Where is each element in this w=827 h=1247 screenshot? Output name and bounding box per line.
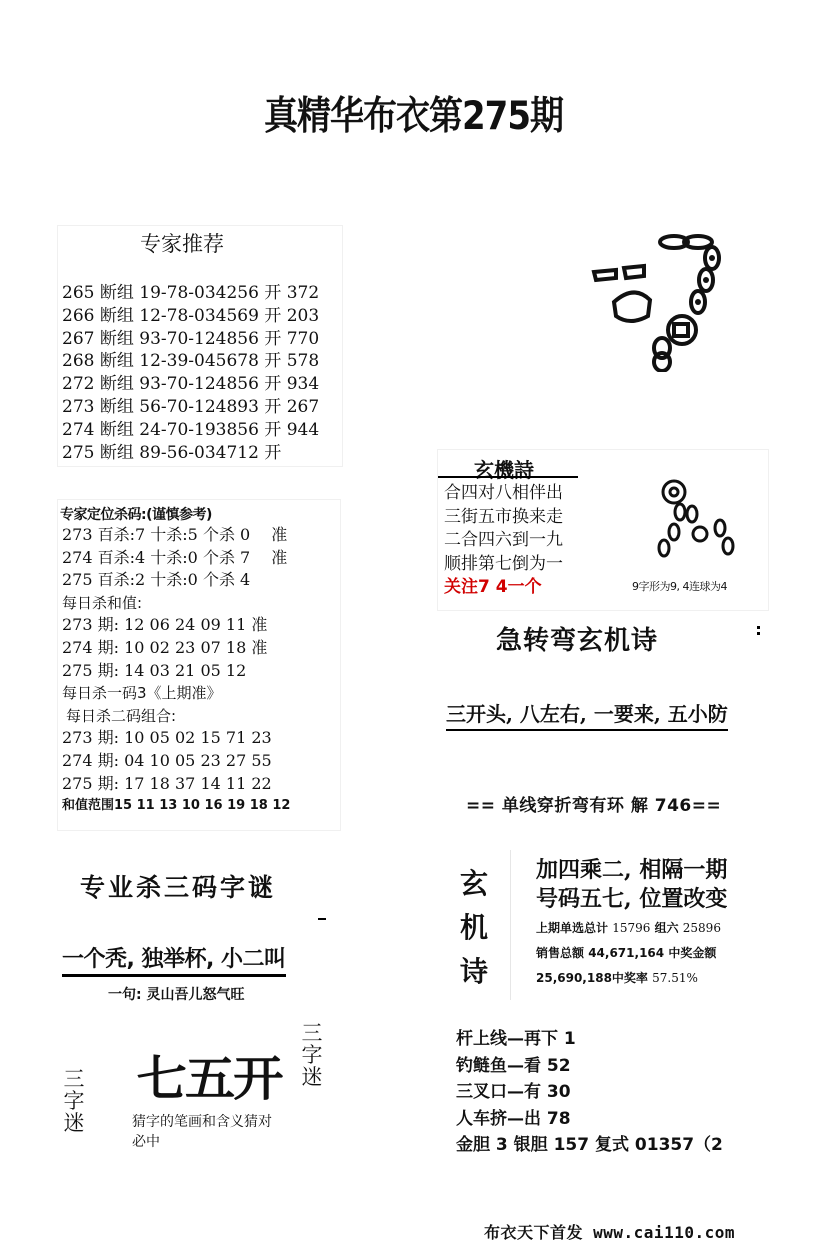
riddle-title: 专业杀三码字谜 xyxy=(80,873,277,902)
vert-char: 机 xyxy=(459,911,488,944)
stat-value: 15796 xyxy=(612,921,651,935)
left-vertical-label xyxy=(62,1068,86,1134)
riddle-big-text: 七五开 xyxy=(136,1051,282,1107)
nine-four-beads-icon xyxy=(640,476,750,568)
xj-line: 加四乘二, 相隔一期 xyxy=(536,857,728,883)
riddle-guess-hint: 猜字的笔画和含义猜对必中 xyxy=(132,1114,272,1150)
footer-watermark: 布衣天下首发 www.cai110.com xyxy=(484,1223,735,1242)
expert-lines xyxy=(62,282,342,464)
position-kill-lines xyxy=(62,524,290,818)
divider xyxy=(510,850,511,1000)
stat-value: 25896 xyxy=(682,921,721,935)
expert-line: 275 断组 89-56-034712 开 xyxy=(62,442,282,463)
vert-char: 三 xyxy=(301,1021,323,1045)
kill-line: 275 百杀:2 十杀:0 个杀 4 xyxy=(62,570,251,590)
vert-char: 字 xyxy=(301,1043,323,1067)
poem-note: 9字形为9, 4连球为4 xyxy=(632,580,727,593)
stat-value: 25,690,188 xyxy=(536,971,612,985)
expert-line: 267 断组 93-70-124856 开 770 xyxy=(62,328,320,349)
sum-line: 274 期: 10 02 23 07 18 准 xyxy=(62,637,268,657)
poem-line: 三街五市换来走 xyxy=(444,506,563,527)
coins-illustration-icon xyxy=(586,232,766,372)
one-code: 每日杀一码3《上期准》 xyxy=(62,684,222,703)
stat-value: 44,671,164 xyxy=(588,946,665,960)
sum-line: 275 期: 14 03 21 05 12 xyxy=(62,660,247,680)
turn-title: 急转弯玄机诗 xyxy=(496,626,659,656)
page-title: 真精华布衣第275期 xyxy=(264,93,563,140)
two-code-title: 每日杀二码组合: xyxy=(66,706,177,725)
poem-title: 玄機詩 xyxy=(474,458,534,482)
position-kill-title: 专家定位杀码:(谨慎参考) xyxy=(60,507,212,523)
tip-row: 三叉口—有 30 xyxy=(456,1082,571,1102)
xj-stat-row xyxy=(536,966,721,991)
poem-underline xyxy=(438,476,578,478)
tip-row: 人车挤—出 78 xyxy=(456,1108,571,1129)
vert-char: 诗 xyxy=(459,955,488,988)
stat-label: 中奖率 xyxy=(611,971,648,985)
xj-stats xyxy=(536,916,721,991)
xj-stat-row xyxy=(536,941,721,966)
poem-line: 二合四六到一九 xyxy=(444,530,563,550)
expert-line: 268 断组 12-39-045678 开 578 xyxy=(62,351,320,372)
tip-row: 钓鲢鱼—看 52 xyxy=(456,1055,571,1076)
expert-line: 274 断组 24-70-193856 开 944 xyxy=(62,419,320,440)
dot-mark xyxy=(757,632,760,635)
kill-line: 274 百杀:4 十杀:0 个杀 7 准 xyxy=(62,547,288,567)
stat-label: 销售总额 xyxy=(536,946,585,960)
stat-label: 组六 xyxy=(654,921,679,935)
expert-line: 265 断组 19-78-034256 开 372 xyxy=(62,283,320,303)
poem-focus: 关注7 4一个 xyxy=(444,577,542,597)
riddle-text: 一个秃, 独举杯, 小二叫 xyxy=(62,942,286,977)
tip-row: 金胆 3 银胆 157 复式 01357（2 xyxy=(456,1135,723,1155)
xj-line: 号码五七, 位置改变 xyxy=(536,886,728,912)
poem-line: 顺排第七倒为一 xyxy=(444,553,563,574)
xj-stat-row xyxy=(536,916,721,941)
sum-line: 273 期: 12 06 24 09 11 准 xyxy=(62,615,268,635)
sum-range: 和值范围15 11 13 10 16 19 18 12 xyxy=(62,798,291,814)
two-code-line: 273 期: 10 05 02 15 71 23 xyxy=(62,728,272,748)
vert-char: 字 xyxy=(63,1089,85,1113)
vert-char: 玄 xyxy=(459,867,488,900)
stat-label: 上期单选总计 xyxy=(536,921,609,935)
vert-char: 三 xyxy=(63,1067,85,1091)
stat-label: 中奖金额 xyxy=(668,946,717,960)
tip-row: 杆上线—再下 1 xyxy=(456,1029,576,1049)
expert-line: 266 断组 12-78-034569 开 203 xyxy=(62,305,320,326)
dash-mark xyxy=(318,918,326,920)
expert-heading: 专家推荐 xyxy=(140,232,224,256)
stat-value: 57.51% xyxy=(652,971,698,985)
poem-line: 合四对八相伴出 xyxy=(444,483,563,503)
turn-text: 三开头, 八左右, 一要来, 五小防 xyxy=(446,698,728,731)
poem-lines xyxy=(444,482,563,600)
sum-title: 每日杀和值: xyxy=(62,593,143,612)
xj-poem xyxy=(536,856,727,914)
two-code-line: 275 期: 17 18 37 14 11 22 xyxy=(62,773,272,793)
two-code-line: 274 期: 04 10 05 23 27 55 xyxy=(62,750,272,770)
xj-vertical-title xyxy=(456,862,492,994)
vert-char: 迷 xyxy=(63,1111,85,1135)
riddle-hint: 一句: 灵山吾儿怒气旺 xyxy=(108,987,245,1003)
expert-line: 272 断组 93-70-124856 开 934 xyxy=(62,374,320,395)
dot-mark xyxy=(757,626,760,629)
tip-rows xyxy=(456,1026,723,1159)
vert-char: 迷 xyxy=(301,1065,323,1089)
right-vertical-label xyxy=(300,1022,324,1088)
kill-line: 273 百杀:7 十杀:5 个杀 0 准 xyxy=(62,525,288,544)
expert-line: 273 断组 56-70-124893 开 267 xyxy=(62,396,320,417)
single-line-riddle: == 单线穿折弯有环 解 746== xyxy=(466,796,722,816)
